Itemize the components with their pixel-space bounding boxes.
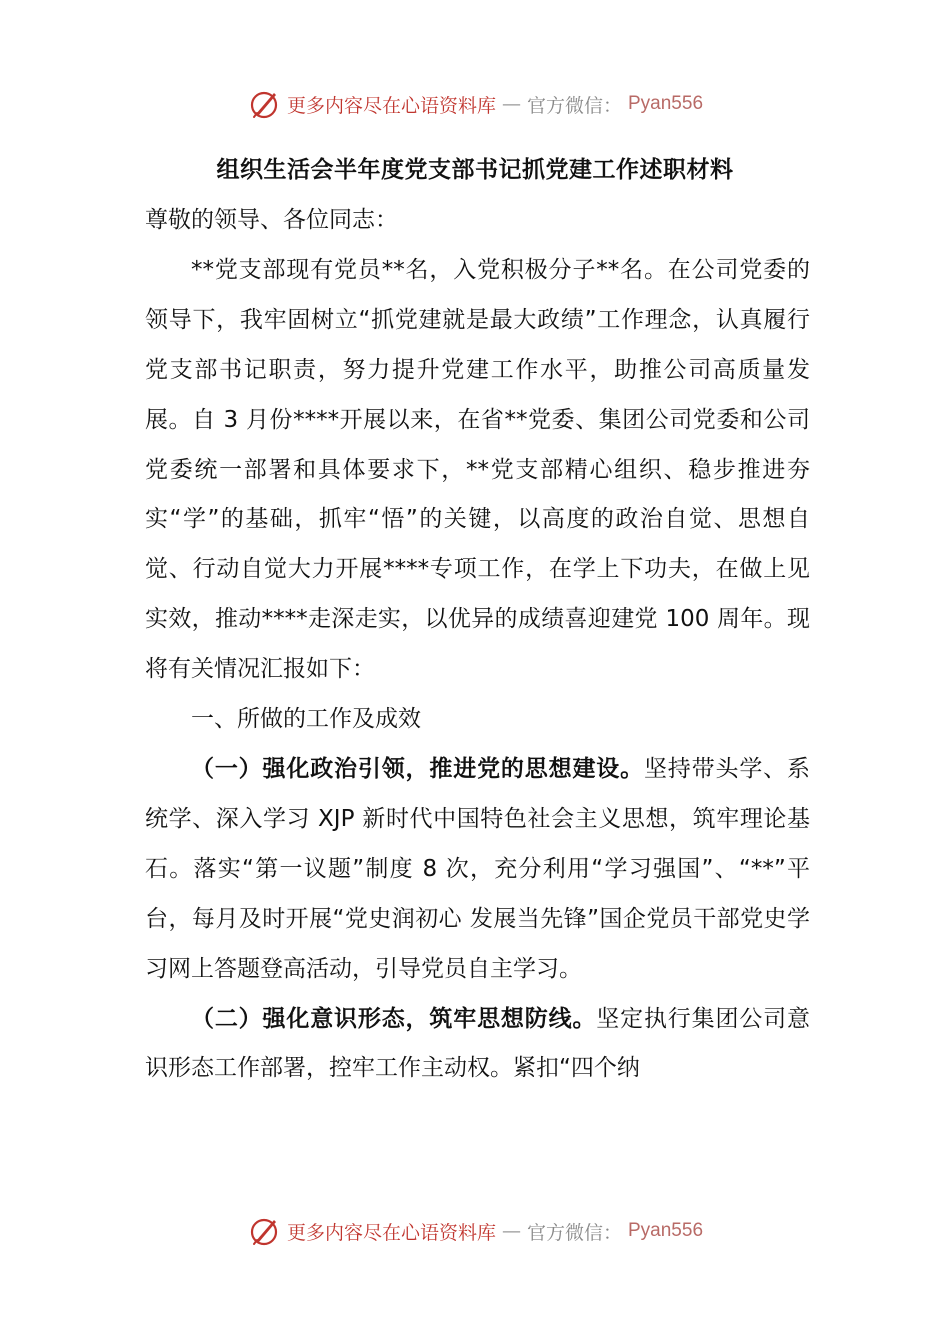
- intro-paragraph: **党支部现有党员**名，入党积极分子**名。在公司党委的领导下，我牢固树立“抓党建就是最大政绩”工作理念，认真履行党支部书记职责，努力提升党建工作水平，助推公司高质量发展。自 3 月份****开展以来，在省**党委、集团公司党委和公司党委统一部署和具体要求下，**党支部精心组织、稳步推进夯实“学”的基础，抓牢“悟”的关键，以高度的政治自觉、思想自觉、行动自觉大力开展****专项工作，在学上下功夫，在做上见实效，推动****走深走实，以优异的成绩喜迎建党 100 周年。现将有关情况汇报如下：: [145, 256, 810, 683]
- item-2-body: 坚定执行集团公司意识形态工作部署，控牢工作主动权。紧扣“四个纳: [145, 1005, 811, 1082]
- banner-separator: —: [501, 93, 521, 115]
- banner-weixin-id: Pyan556: [628, 93, 704, 114]
- header-watermark-banner: [0, 84, 950, 124]
- quill-pen-logo-icon: [247, 1214, 281, 1248]
- banner-main-text: 更多内容尽在心语资料库: [286, 1221, 496, 1244]
- banner-weixin-id: Pyan556: [628, 1220, 704, 1241]
- item-1-heading: （一）强化政治引领，推进党的思想建设。: [191, 755, 644, 782]
- item-1-paragraph: [145, 745, 810, 995]
- banner-weixin-label: 官方微信：: [526, 94, 622, 117]
- footer-watermark-banner: [0, 1211, 950, 1251]
- item-2-paragraph: [145, 995, 810, 1095]
- banner-weixin-label: 官方微信：: [526, 1221, 622, 1244]
- document-title: 组织生活会半年度党支部书记抓党建工作述职材料: [216, 157, 734, 183]
- salutation: 尊敬的领导、各位同志：: [145, 207, 398, 233]
- document-body: [145, 196, 810, 1094]
- section-heading-1: 一、所做的工作及成效: [191, 706, 421, 733]
- quill-pen-logo-icon: [247, 87, 281, 121]
- banner-separator: —: [501, 1220, 521, 1242]
- banner-main-text: 更多内容尽在心语资料库: [286, 94, 496, 117]
- item-1-body: 坚持带头学、系统学、深入学习 XJP 新时代中国特色社会主义思想，筑牢理论基石。落实“第一议题”制度 8 次，充分利用“学习强国”、“**”平台，每月及时开展“党史润初心 发展当先锋”国企党员干部党史学习网上答题登高活动，引导党员自主学习。: [145, 755, 811, 982]
- item-2-heading: （二）强化意识形态，筑牢思想防线。: [191, 1005, 597, 1032]
